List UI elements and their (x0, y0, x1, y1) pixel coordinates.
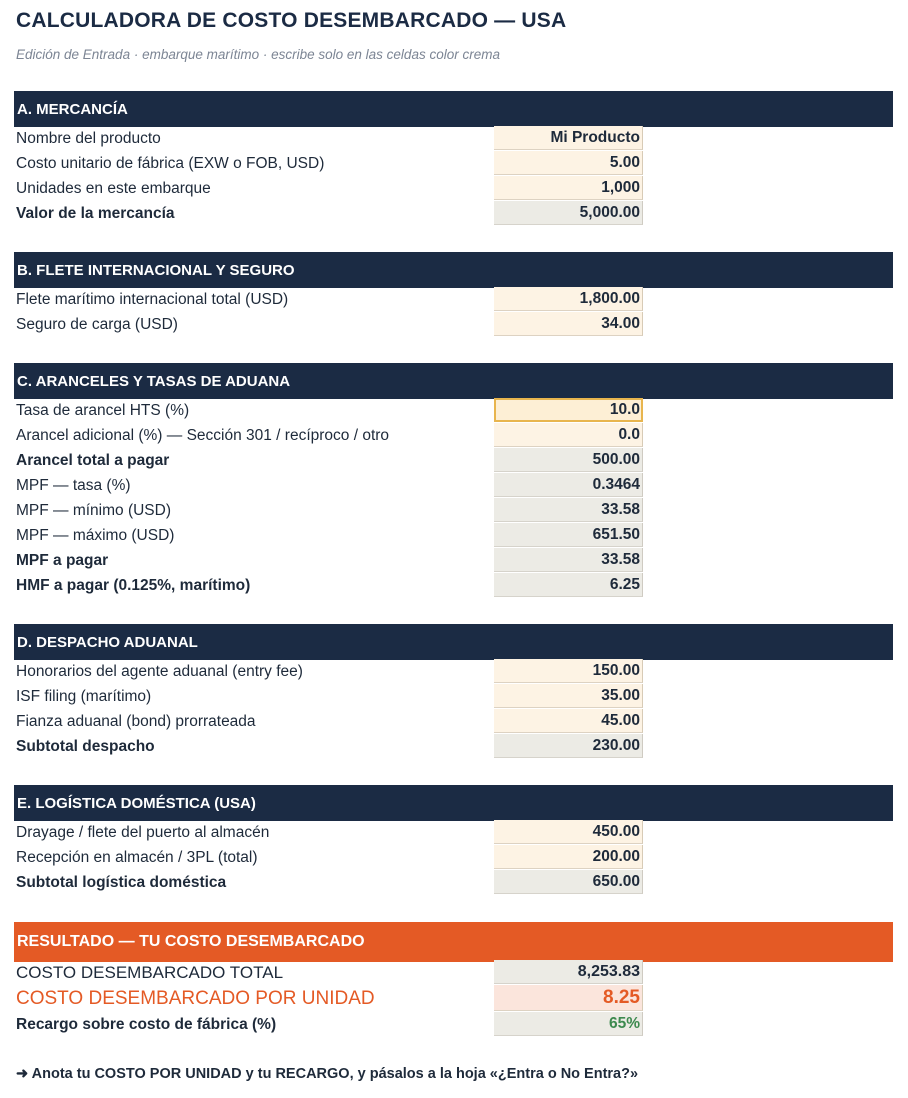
row-warehouse (14, 845, 644, 870)
total-tariff-cell[interactable]: 500.00 (494, 448, 643, 472)
row-label: Recargo sobre costo de fábrica (%) (16, 1016, 277, 1033)
row-landed-total (14, 960, 644, 985)
row-freight (14, 287, 644, 312)
mpf-max-cell[interactable]: 651.50 (494, 523, 643, 547)
row-mpf-rate (14, 473, 644, 498)
row-label: COSTO DESEMBARCADO POR UNIDAD (16, 988, 375, 1009)
hts-rate-input[interactable]: 10.0 (494, 398, 643, 422)
row-label: MPF — mínimo (USD) (16, 502, 171, 519)
row-mpf-payable (14, 548, 644, 573)
logistics-subtotal-cell[interactable]: 650.00 (494, 870, 643, 894)
row-hmf-payable (14, 573, 644, 598)
row-merchandise-value (14, 201, 644, 226)
row-mpf-min (14, 498, 644, 523)
merchandise-value-cell[interactable]: 5,000.00 (494, 201, 643, 225)
row-label: MPF — máximo (USD) (16, 527, 175, 544)
landed-total-cell[interactable]: 8,253.83 (494, 960, 643, 984)
row-logistics-subtotal (14, 870, 644, 895)
row-label: Arancel adicional (%) — Sección 301 / recíproco / otro (16, 427, 390, 444)
row-insurance (14, 312, 644, 337)
section-header-mercancia: A. MERCANCÍA (14, 91, 893, 127)
row-additional-tariff (14, 423, 644, 448)
row-label: Seguro de carga (USD) (16, 316, 178, 333)
row-label: Costo unitario de fábrica (EXW o FOB, USD) (16, 155, 325, 172)
row-label: Valor de la mercancía (16, 205, 175, 222)
row-label: COSTO DESEMBARCADO TOTAL (16, 963, 284, 982)
bond-input[interactable]: 45.00 (494, 709, 643, 733)
row-landed-per-unit (14, 985, 644, 1012)
additional-tariff-input[interactable]: 0.0 (494, 423, 643, 447)
row-label: Drayage / flete del puerto al almacén (16, 824, 270, 841)
isf-filing-input[interactable]: 35.00 (494, 684, 643, 708)
row-mpf-max (14, 523, 644, 548)
section-header-resultado: RESULTADO — TU COSTO DESEMBARCADO (14, 922, 893, 962)
section-header-logistica: E. LOGÍSTICA DOMÉSTICA (USA) (14, 785, 893, 821)
row-markup (14, 1012, 644, 1037)
section-header-despacho: D. DESPACHO ADUANAL (14, 624, 893, 660)
row-label: Recepción en almacén / 3PL (total) (16, 849, 258, 866)
row-hts-rate (14, 398, 644, 423)
mpf-rate-cell[interactable]: 0.3464 (494, 473, 643, 497)
row-product-name (14, 126, 644, 151)
row-label: Flete marítimo internacional total (USD) (16, 291, 289, 308)
insurance-input[interactable]: 34.00 (494, 312, 643, 336)
row-label: Nombre del producto (16, 130, 161, 147)
row-units (14, 176, 644, 201)
warehouse-input[interactable]: 200.00 (494, 845, 643, 869)
drayage-input[interactable]: 450.00 (494, 820, 643, 844)
section-header-flete: B. FLETE INTERNACIONAL Y SEGURO (14, 252, 893, 288)
clearance-subtotal-cell[interactable]: 230.00 (494, 734, 643, 758)
row-label: HMF a pagar (0.125%, marítimo) (16, 577, 251, 594)
row-unit-cost (14, 151, 644, 176)
markup-cell[interactable]: 65% (494, 1012, 643, 1036)
unit-cost-input[interactable]: 5.00 (494, 151, 643, 175)
row-broker-fee (14, 659, 644, 684)
landed-per-unit-cell[interactable]: 8.25 (494, 985, 643, 1011)
mpf-payable-cell[interactable]: 33.58 (494, 548, 643, 572)
mpf-min-cell[interactable]: 33.58 (494, 498, 643, 522)
broker-fee-input[interactable]: 150.00 (494, 659, 643, 683)
freight-input[interactable]: 1,800.00 (494, 287, 643, 311)
row-label: ISF filing (marítimo) (16, 688, 152, 705)
row-label: MPF — tasa (%) (16, 477, 131, 494)
row-label: Arancel total a pagar (16, 452, 170, 469)
units-input[interactable]: 1,000 (494, 176, 643, 200)
row-clearance-subtotal (14, 734, 644, 759)
page-title: CALCULADORA DE COSTO DESEMBARCADO — USA (16, 9, 567, 32)
row-isf-filing (14, 684, 644, 709)
product-name-input[interactable]: Mi Producto (494, 126, 643, 150)
page-subtitle: Edición de Entrada · embarque marítimo · escribe solo en las celdas color crema (16, 47, 500, 62)
row-bond (14, 709, 644, 734)
row-label: Subtotal logística doméstica (16, 874, 227, 891)
row-drayage (14, 820, 644, 845)
row-label: Subtotal despacho (16, 738, 155, 755)
hmf-payable-cell[interactable]: 6.25 (494, 573, 643, 597)
row-label: Tasa de arancel HTS (%) (16, 402, 190, 419)
row-label: Fianza aduanal (bond) prorrateada (16, 713, 256, 730)
footer-note: ➜ Anota tu COSTO POR UNIDAD y tu RECARGO, y pásalos a la hoja «¿Entra o No Entra?» (16, 1066, 639, 1082)
row-label: MPF a pagar (16, 552, 109, 569)
section-header-aranceles: C. ARANCELES Y TASAS DE ADUANA (14, 363, 893, 399)
row-total-tariff (14, 448, 644, 473)
row-label: Unidades en este embarque (16, 180, 211, 197)
row-label: Honorarios del agente aduanal (entry fee) (16, 663, 303, 680)
